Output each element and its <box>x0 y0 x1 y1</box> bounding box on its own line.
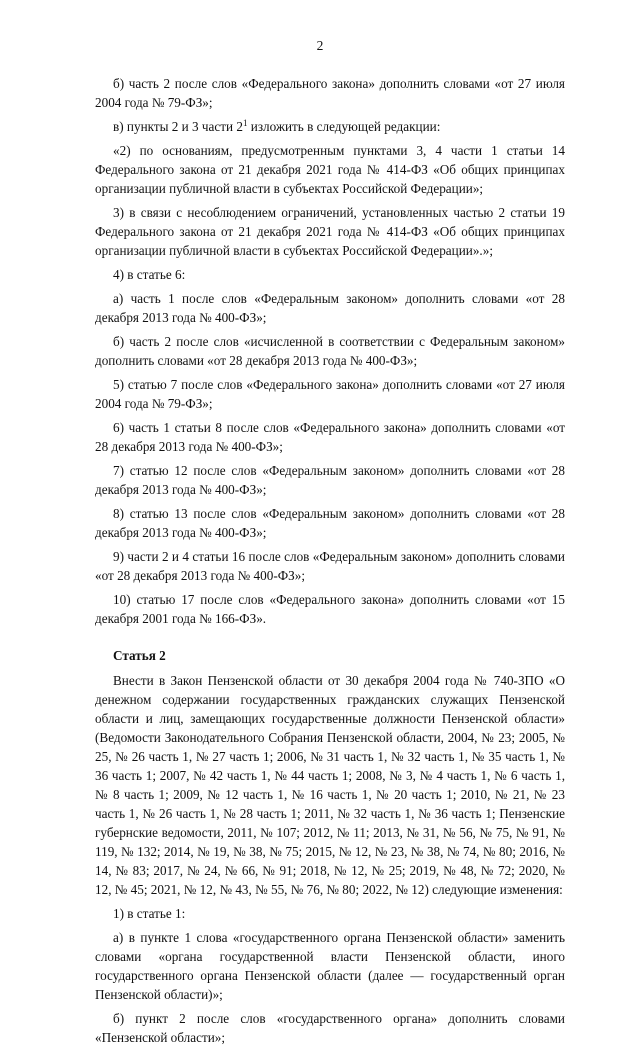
article-heading: Статья 2 <box>113 648 166 663</box>
paragraph: 3) в связи с несоблюдением ограничений, установленных частью 2 статьи 19 Федерального закона от 21 декабря 2021 года № 414-ФЗ «Об общих принципах организации публичной власти в субъектах Российской Федерации».»; <box>95 205 565 258</box>
paragraph: 10) статью 17 после слов «Федерального закона» дополнить словами «от 15 декабря 2001 года № 166-ФЗ». <box>95 592 565 626</box>
amendments-block-3 <box>95 671 565 1047</box>
paragraph: а) в пункте 1 слова «государственного органа Пензенской области» заменить словами «органа государственной власти Пензенской области, иного государственного органа Пензенской области (далее — государственный орган Пензенской области)»; <box>95 930 565 1002</box>
paragraph: 4) в статье 6: <box>113 267 186 282</box>
paragraph: б) часть 2 после слов «Федерального закона» дополнить словами «от 27 июля 2004 года № 79-ФЗ»; <box>95 76 565 110</box>
paragraph: 6) часть 1 статьи 8 после слов «Федерального закона» дополнить словами «от 28 декабря 2013 года № 400-ФЗ»; <box>95 420 565 454</box>
document-body <box>95 74 565 1052</box>
paragraph-with-superscript <box>95 117 565 136</box>
paragraph: б) пункт 2 после слов «государственного органа» дополнить словами «Пензенской области»; <box>95 1011 565 1045</box>
paragraph: Внести в Закон Пензенской области от 30 декабря 2004 года № 740-ЗПО «О денежном содержании государственных гражданских служащих Пензенской области и лиц, замещающих государственные должности Пензенской области» (Ведомости Законодательного Собрания Пензенской области, 2004, № 23; 2005, № 25, № 26 часть 1, № 27 часть 1; 2006, № 31 часть 1, № 32 часть 1, № 35 часть 1, № 36 часть 1; 2007, № 42 часть 1, № 44 часть 1; 2008, № 3, № 4 часть 1, № 6 часть 1, № 8 часть 1; 2009, № 12 часть 1, № 16 часть 1, № 20 часть 1; 2010, № 21, № 23 часть 1, № 26 часть 1, № 28 часть 1; 2011, № 32 часть 1, № 36 часть 1; Пензенские губернские ведомости, 2011, № 107; 2012, № 11; 2013, № 31, № 56, № 75, № 91, № 119, № 132; 2014, № 19, № 38, № 75; 2015, № 12, № 23, № 38, № 74, № 80; 2016, № 14, № 83; 2017, № 24, № 66, № 91; 2018, № 12, № 25; 2019, № 48, № 72; 2020, № 12, № 45; 2021, № 12, № 43, № 55, № 76, № 80; 2022, № 12) следующие изменения: <box>95 673 565 897</box>
paragraph: 7) статью 12 после слов «Федеральным законом» дополнить словами «от 28 декабря 2013 года № 400-ФЗ»; <box>95 463 565 497</box>
paragraph: 8) статью 13 после слов «Федеральным законом» дополнить словами «от 28 декабря 2013 года № 400-ФЗ»; <box>95 506 565 540</box>
paragraph: а) часть 1 после слов «Федеральным законом» дополнить словами «от 28 декабря 2013 года № 400-ФЗ»; <box>95 291 565 325</box>
paragraph: 5) статью 7 после слов «Федерального закона» дополнить словами «от 27 июля 2004 года № 79-ФЗ»; <box>95 377 565 411</box>
page-number: 2 <box>316 38 324 53</box>
amendments-block-2 <box>95 141 565 628</box>
paragraph: 9) части 2 и 4 статьи 16 после слов «Федеральным законом» дополнить словами «от 28 декабря 2013 года № 400-ФЗ»; <box>95 549 565 583</box>
amendments-block-1 <box>95 74 565 136</box>
superscript: 1 <box>242 118 248 128</box>
paragraph: б) часть 2 после слов «исчисленной в соответствии с Федеральным законом» дополнить словами «от 28 декабря 2013 года № 400-ФЗ»; <box>95 334 565 368</box>
paragraph-text-after: изложить в следующей редакции: <box>247 119 441 134</box>
paragraph: «2) по основаниям, предусмотренным пунктами 3, 4 части 1 статьи 14 Федерального закона от 21 декабря 2021 года № 414-ФЗ «Об общих принципах организации публичной власти в субъектах Российской Федерации»; <box>95 143 565 196</box>
paragraph: 1) в статье 1: <box>113 906 186 921</box>
paragraph-text-before: в) пункты 2 и 3 части 2 <box>113 119 243 134</box>
